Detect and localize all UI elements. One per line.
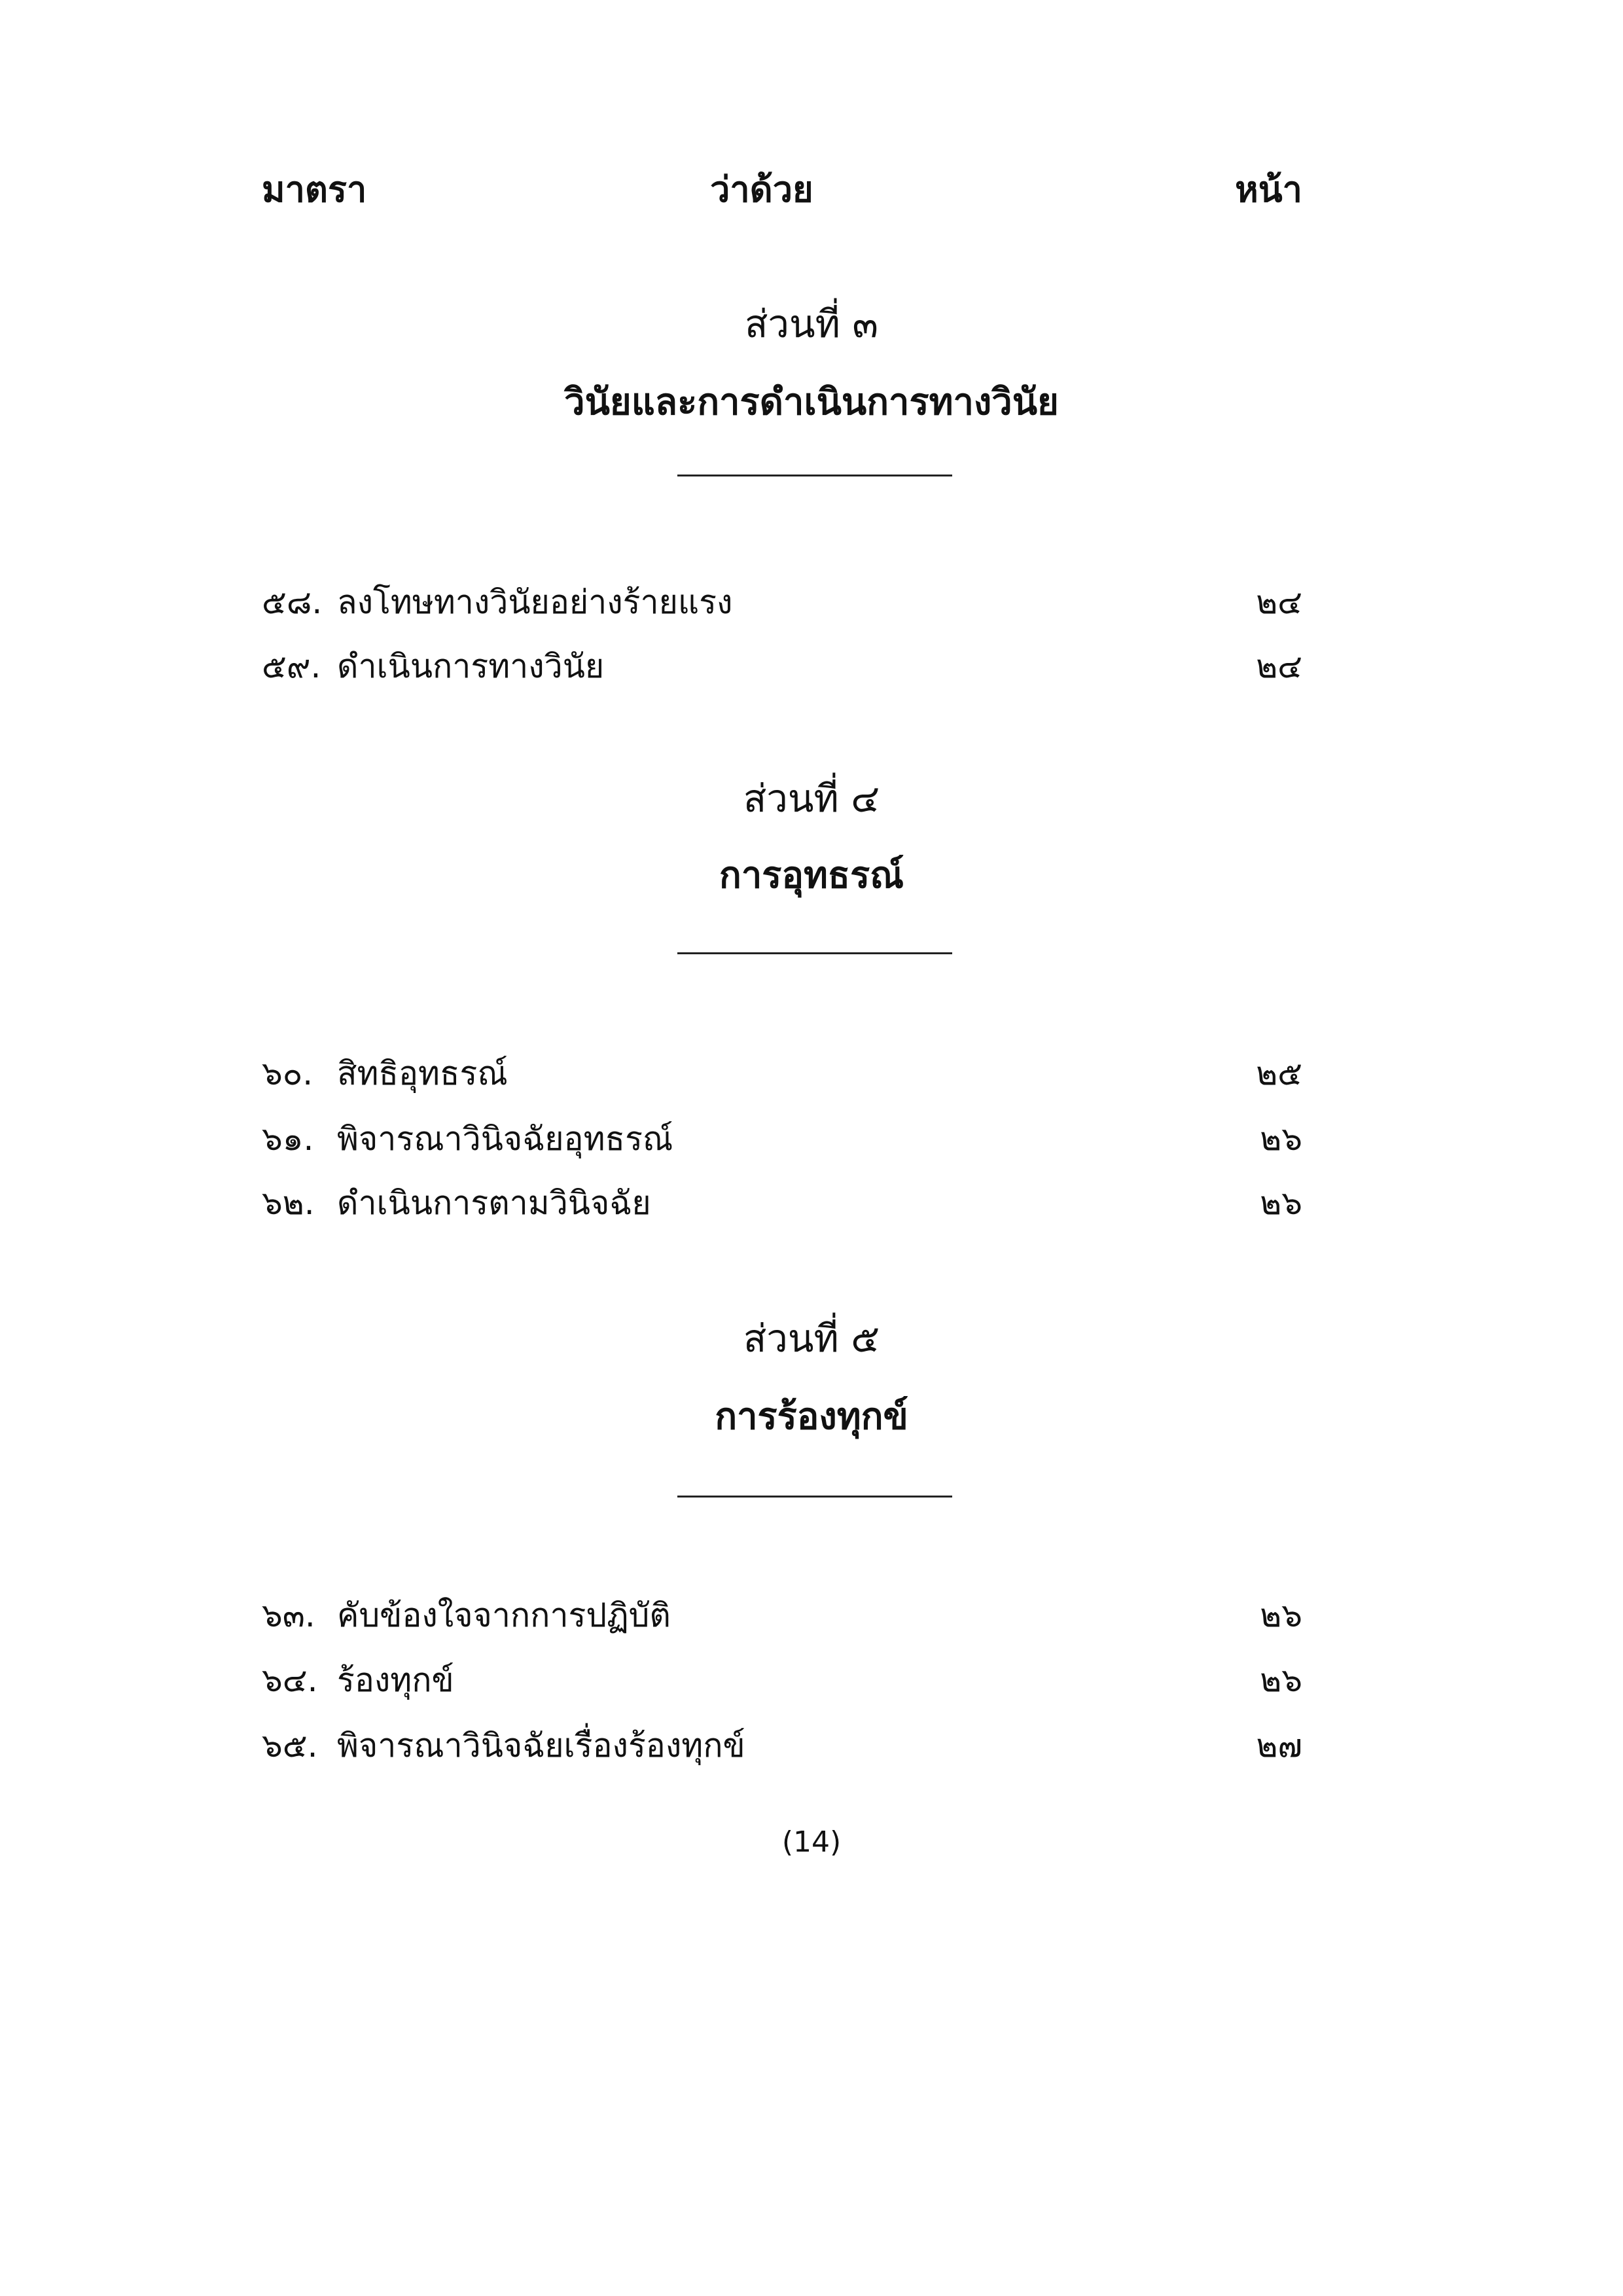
toc-entry (262, 1113, 1302, 1165)
entry-page-number: ๒๔ (1256, 583, 1302, 621)
entry-page-number: ๒๗ (1256, 1727, 1302, 1765)
part-3-heading: ส่วนที่ ๓ (745, 302, 878, 346)
entry-section-number: ๖๔. (262, 1661, 318, 1699)
entry-section-number: ๕๘. (262, 583, 323, 621)
entry-page-number: ๒๖ (1260, 1596, 1302, 1634)
entry-page-number: ๒๔ (1256, 647, 1302, 685)
part-3-divider (677, 475, 952, 476)
toc-entry (262, 1719, 1302, 1772)
entry-page-number: ๒๕ (1256, 1054, 1302, 1092)
entry-page-number: ๒๖ (1260, 1120, 1302, 1158)
part-4-heading: ส่วนที่ ๔ (743, 776, 880, 821)
page-number: (14) (781, 1825, 842, 1859)
entry-title: พิจารณาวินิจฉัยอุทธรณ์ (337, 1120, 673, 1158)
toc-entry (262, 1589, 1302, 1641)
entry-title: ดำเนินการตามวินิจฉัย (337, 1184, 651, 1222)
entry-title: คับข้องใจจากการปฏิบัติ (337, 1596, 671, 1634)
entry-section-number: ๖๓. (262, 1596, 315, 1634)
entry-title: ดำเนินการทางวินัย (337, 647, 605, 685)
entry-title: พิจารณาวินิจฉัยเรื่องร้องทุกข์ (337, 1727, 745, 1765)
toc-entry (262, 1654, 1302, 1706)
entry-section-number: ๖๑. (262, 1120, 314, 1158)
toc-entry (262, 576, 1302, 628)
part-5-divider (677, 1496, 952, 1498)
entry-section-number: ๖๒. (262, 1184, 315, 1222)
entry-title: สิทธิอุทธรณ์ (337, 1054, 508, 1092)
entry-section-number: ๕๙. (262, 647, 321, 685)
column-header-subject: ว่าด้วย (710, 169, 813, 210)
entry-section-number: ๖๐. (262, 1054, 313, 1092)
part-4-title: การอุทธรณ์ (719, 854, 904, 897)
part-4-divider (677, 952, 952, 954)
entry-section-number: ๖๕. (262, 1727, 318, 1765)
toc-entry (262, 1047, 1302, 1100)
entry-page-number: ๒๖ (1260, 1661, 1302, 1699)
part-5-heading: ส่วนที่ ๕ (743, 1316, 880, 1361)
part-5-title: การร้องทุกข์ (715, 1395, 908, 1438)
entry-title: ร้องทุกข์ (337, 1661, 454, 1699)
entry-title: ลงโทษทางวินัยอย่างร้ายแรง (337, 583, 733, 621)
column-header-page: หน้า (1235, 169, 1302, 210)
toc-entry (262, 1177, 1302, 1229)
part-3-title: วินัยและการดำเนินการทางวินัย (564, 381, 1059, 423)
toc-entry (262, 640, 1302, 692)
entry-page-number: ๒๖ (1260, 1184, 1302, 1222)
column-header-section: มาตรา (262, 169, 367, 210)
